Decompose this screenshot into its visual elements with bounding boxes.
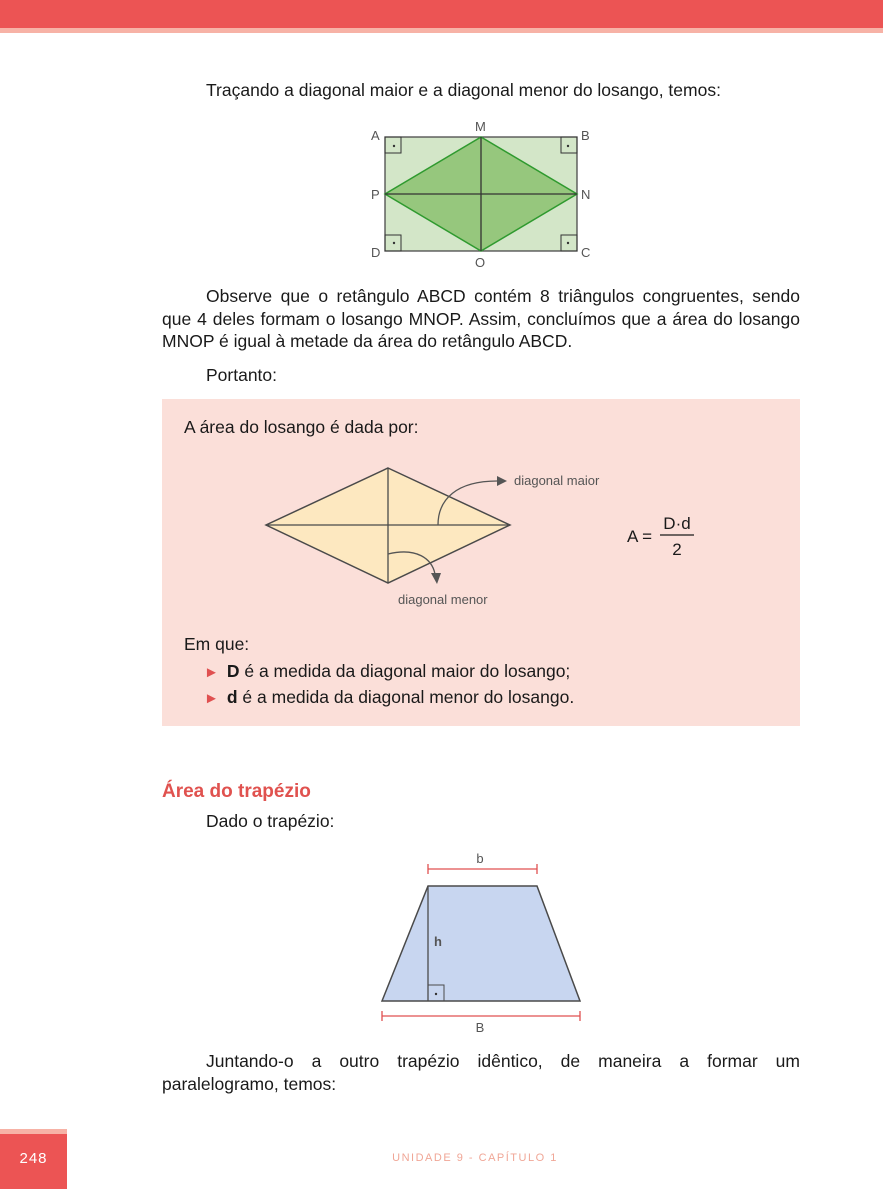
bullet-arrow-icon: ►: [204, 690, 219, 707]
label-small-base: b: [476, 851, 484, 866]
diagonal-maior-label: diagonal maior: [514, 473, 600, 488]
top-bar-line: [0, 28, 883, 33]
bullet-minor-diagonal: [204, 687, 574, 708]
label-a: A: [371, 128, 380, 143]
label-large-base: B: [475, 1020, 485, 1035]
label-d: D: [371, 245, 381, 260]
paragraph-parallelogram: Juntando-o a outro trapézio idêntico, de maneira a formar um paralelogramo, temos:: [162, 1051, 800, 1094]
running-title: UNIDADE 9 - CAPÍTULO 1: [392, 1152, 558, 1164]
bullet-text: é a medida da diagonal menor do losango.: [237, 687, 575, 707]
trapezoid-figure: [370, 848, 590, 1038]
rhombus-area-box: [162, 399, 800, 726]
section-title: Área do trapézio: [162, 781, 311, 802]
label-c: C: [581, 245, 591, 260]
label-b: B: [581, 128, 590, 143]
formula-denominator: 2: [672, 540, 682, 559]
rhombus-area-formula: [627, 510, 747, 560]
bullet-symbol: d: [226, 687, 238, 707]
bullet-text: é a medida da diagonal maior do losango;: [239, 661, 571, 681]
trapezoid-shape: [382, 886, 580, 1001]
rhombus-diagonals-figure: [257, 459, 617, 609]
portanto-text: Portanto:: [206, 365, 278, 385]
formula-lhs: A =: [627, 527, 653, 546]
dado-text: Dado o trapézio:: [206, 811, 335, 831]
label-p: P: [371, 187, 380, 202]
page-number: 248: [19, 1150, 48, 1167]
bullet-major-diagonal: [204, 661, 570, 682]
box-title: A área do losango é dada por:: [184, 417, 419, 437]
formula-numerator: D·d: [663, 514, 691, 533]
intro-text: Traçando a diagonal maior e a diagonal menor do losango, temos:: [206, 80, 721, 100]
bullet-arrow-icon: ►: [204, 664, 219, 681]
label-m: M: [475, 119, 486, 134]
label-height: h: [434, 934, 442, 949]
paragraph-rectangle-explanation: Observe que o retângulo ABCD contém 8 triângulos congruentes, sendo que 4 deles formam o losango MNOP. Assim, concluímos que a área do losango MNOP é igual à metade da área do retângulo ABCD.: [162, 286, 800, 351]
em-que-label: Em que:: [184, 634, 250, 654]
label-o: O: [475, 255, 486, 270]
rectangle-rhombus-figure: [360, 115, 610, 275]
top-bar: [0, 0, 883, 28]
page-number-box-accent: [0, 1129, 67, 1134]
label-n: N: [581, 187, 591, 202]
diagonal-menor-label: diagonal menor: [398, 592, 488, 607]
bullet-symbol: D: [226, 661, 240, 681]
